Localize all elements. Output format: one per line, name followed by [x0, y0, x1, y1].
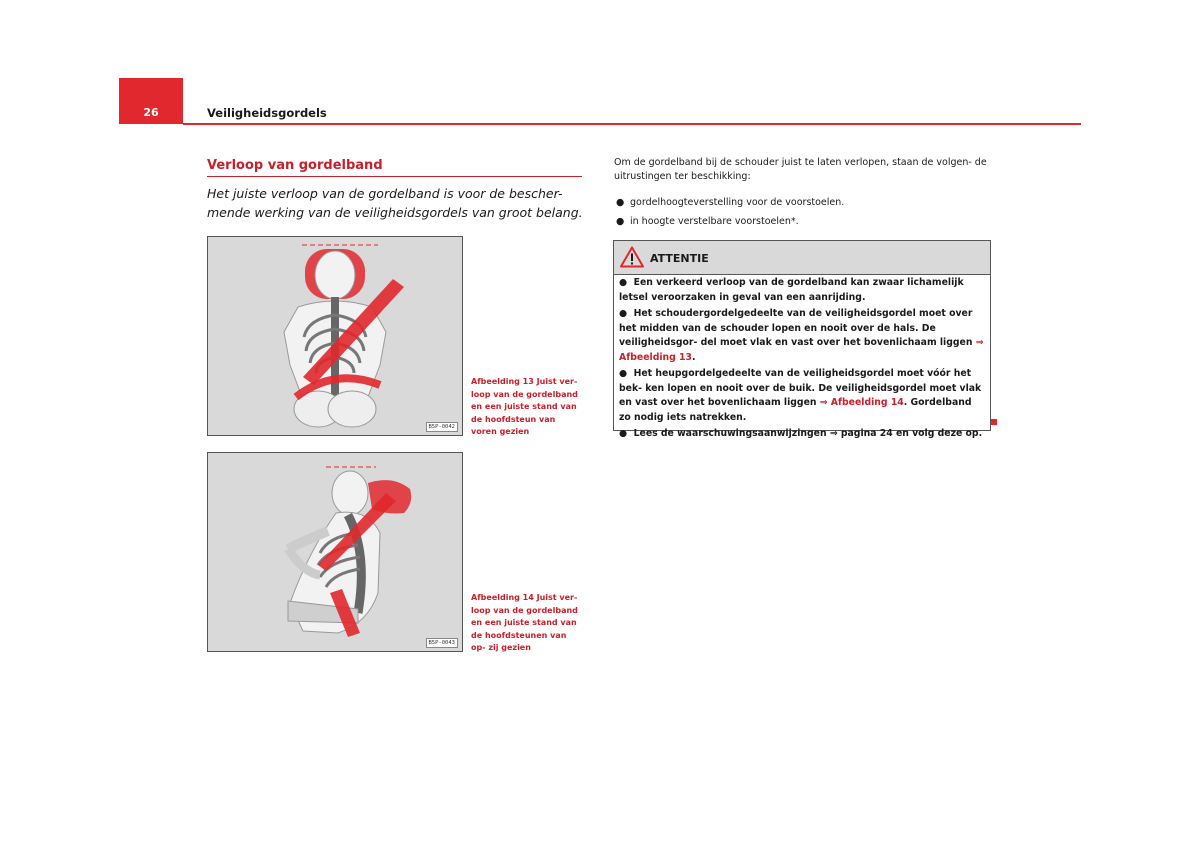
head — [332, 471, 368, 515]
list-item-text: gordelhoogteverstelling voor de voorstoelen. — [630, 197, 845, 208]
figure-13-caption — [471, 376, 581, 439]
figure-13-link[interactable]: ⇒ Afbeelding 13 — [619, 337, 984, 363]
figure-13-caption-text: Juist ver- loop van de gordelband en een juiste stand van de hoofdsteun van voren gezien — [471, 377, 578, 436]
figure-14-caption-text: Juist ver- loop van de gordelband en een juiste stand van de hoofdsteunen van op- zij gezien — [471, 593, 578, 652]
section-title: Verloop van gordelband — [207, 158, 383, 173]
bullet-icon: ● — [616, 197, 625, 208]
right-intro-paragraph: Om de gordelband bij de schouder juist te laten verlopen, staan de volgen- de uitrustingen ter beschikking: — [614, 157, 987, 182]
warning-item: ● Het heupgordelgedeelte van de veiligheidsgordel moet vóór het bek- ken lopen en nooit over de buik. De veiligheidsgordel moet vlak en vast over het bovenlichaam liggen ⇒ Afbeelding 14. Gordelband zo nodig iets natrekken. — [619, 368, 982, 423]
list-item — [616, 215, 799, 229]
running-header-title: Veiligheidsgordels — [207, 106, 327, 120]
section-rule — [207, 176, 582, 177]
warning-title: ATTENTIE — [650, 252, 709, 265]
warning-item-text: Het schoudergordelgedeelte van de veiligheidsgordel moet over het midden van de schouder lopen en nooit over de hals. De veiligheidsgor- del moet vlak en vast over het bovenlichaam liggen — [619, 308, 973, 348]
head — [315, 251, 355, 299]
warning-header — [614, 241, 990, 275]
header-rule — [183, 123, 1081, 125]
warning-item: ● Een verkeerd verloop van de gordelband kan zwaar lichamelijk letsel veroorzaken in geval van een aanrijding. — [619, 277, 964, 303]
warning-item-text: Een verkeerd verloop van de gordelband kan zwaar lichamelijk letsel veroorzaken in geval van een aanrijding. — [619, 277, 964, 303]
page-number: 26 — [143, 106, 159, 119]
figure-14-caption — [471, 592, 581, 655]
figure-14-side-view — [207, 452, 463, 652]
warning-item-text: Lees de waarschuwingsaanwijzingen ⇒ pagina 24 en volg deze op. — [633, 428, 983, 439]
figure-13-code: B5P-0042 — [426, 422, 459, 432]
figure-14-illustration — [208, 453, 462, 651]
list-item — [616, 196, 844, 210]
warning-body — [619, 276, 985, 444]
warning-item-text: Het heupgordelgedeelte van de veiligheidsgordel moet vóór het bek- ken lopen en nooit over de buik. De veiligheidsgordel moet vlak en vast over het bovenlichaam liggen — [619, 368, 982, 408]
warning-item-suffix: . — [691, 351, 696, 363]
figure-14-link[interactable]: ⇒ Afbeelding 14 — [819, 397, 904, 408]
warning-item: ● Het schoudergordelgedeelte van de veiligheidsgordel moet over het midden van de schouder lopen en nooit over de hals. De veiligheidsgor- del moet vlak en vast over het bovenlichaam liggen ⇒ Afbeelding 13. — [619, 308, 984, 363]
list-item-text: in hoogte verstelbare voorstoelen*. — [630, 216, 799, 227]
figure-13-caption-label: Afbeelding 13 — [471, 377, 534, 386]
figure-14-code: B5P-0043 — [426, 638, 459, 648]
figure-13-front-view — [207, 236, 463, 436]
warning-triangle-icon — [620, 246, 644, 268]
section-end-marker — [991, 419, 997, 425]
bullet-icon: ● — [616, 216, 625, 227]
figure-13-illustration — [208, 237, 462, 435]
right-thigh — [328, 391, 376, 427]
warning-item: ● Lees de waarschuwingsaanwijzingen ⇒ pagina 24 en volg deze op. — [619, 428, 983, 439]
warning-item-suffix: . Gordelband zo nodig iets natrekken. — [619, 397, 972, 423]
section-intro: Het juiste verloop van de gordelband is voor de bescher- mende werking van de veiligheidsgordels van groot belang. — [207, 186, 583, 220]
figure-14-caption-label: Afbeelding 14 — [471, 593, 534, 602]
warning-box — [613, 240, 991, 439]
